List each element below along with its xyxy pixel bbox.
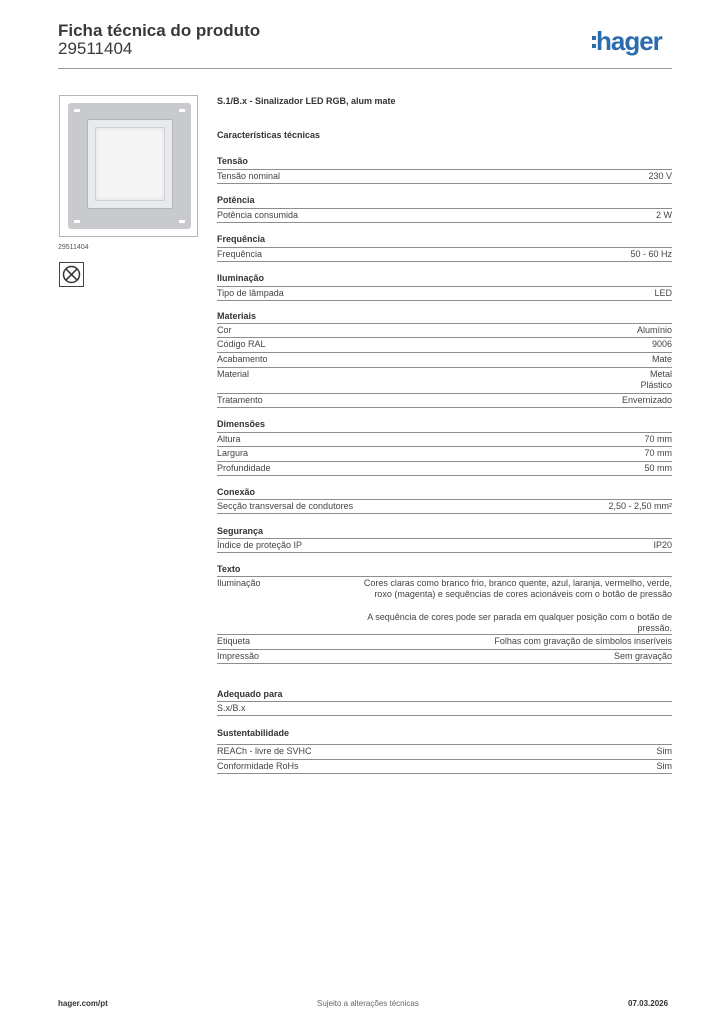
spec-label: Altura [217, 434, 241, 444]
spec-value: 2,50 - 2,50 mm² [608, 501, 672, 511]
spec-row [217, 701, 672, 715]
spec-label: Tratamento [217, 395, 263, 405]
spec-row [217, 337, 672, 352]
frame-screw-hole [74, 109, 80, 112]
spec-row [217, 208, 672, 222]
spec-row [217, 247, 672, 261]
frame-screw-hole [179, 109, 185, 112]
spec-value: 70 mm [644, 448, 672, 458]
spec-row [217, 446, 672, 461]
spec-label: Secção transversal de condutores [217, 501, 354, 511]
spec-row [217, 576, 672, 634]
footer-website-link[interactable]: hager.com/pt [58, 999, 108, 1008]
spec-value: 9006 [651, 339, 672, 349]
group-title: Dimensões [217, 419, 266, 429]
spec-row [217, 169, 672, 183]
group-title: Conexão [217, 487, 256, 497]
spec-row [217, 323, 672, 337]
spec-row [217, 499, 672, 513]
spec-value: Metal [649, 369, 672, 379]
led-diffuser [95, 127, 165, 201]
spec-row [217, 352, 672, 367]
section-title: Características técnicas [217, 130, 321, 140]
spec-value: Plástico [640, 380, 672, 390]
frame-screw-hole [179, 220, 185, 223]
row-divider [217, 773, 672, 774]
group-title: Sustentabilidade [217, 728, 290, 738]
group-title: Materiais [217, 311, 257, 321]
group-title: Texto [217, 564, 241, 574]
spec-row [217, 649, 672, 663]
spec-value: 2 W [655, 210, 672, 220]
frame-screw-hole [74, 220, 80, 223]
footer-date: 07.03.2026 [628, 999, 669, 1008]
spec-row [217, 538, 672, 552]
spec-label: Tipo de lâmpada [217, 288, 284, 298]
image-caption: 29511404 [58, 244, 89, 251]
spec-label: Índice de proteção IP [217, 540, 303, 550]
spec-value: Alumínio [636, 325, 672, 335]
row-divider [217, 663, 672, 664]
spec-value: Folhas com gravação de símbolos inseríveis [494, 636, 672, 646]
row-divider [217, 715, 672, 716]
spec-value: 230 V [648, 171, 672, 181]
spec-value: Sem gravação [613, 651, 672, 661]
spec-value: 50 - 60 Hz [630, 249, 672, 259]
spec-label: Potência consumida [217, 210, 299, 220]
spec-label: Frequência [217, 249, 263, 259]
spec-row [217, 432, 672, 446]
row-divider [217, 475, 672, 476]
spec-label: Conformidade RoHs [217, 761, 299, 771]
spec-value: IP20 [653, 540, 672, 550]
spec-row [217, 461, 672, 475]
group-title: Segurança [217, 526, 264, 536]
page-title: Ficha técnica do produto [58, 21, 261, 40]
spec-label: Largura [217, 448, 249, 458]
spec-label: REACh - livre de SVHC [217, 746, 312, 756]
spec-value: LED [654, 288, 672, 298]
switch-frame [68, 103, 191, 229]
spec-value: Envernizado [621, 395, 672, 405]
spec-label: Cor [217, 325, 232, 335]
group-title: Potência [217, 195, 255, 205]
header-divider [58, 68, 672, 69]
spec-label: Código RAL [217, 339, 266, 349]
row-divider [217, 300, 672, 301]
spec-row [217, 759, 672, 773]
row-divider [217, 183, 672, 184]
product-name: S.1/B.x - Sinalizador LED RGB, alum mate [217, 96, 396, 106]
hager-logo: hager [596, 26, 662, 56]
row-divider [217, 407, 672, 408]
spec-label: S.x/B.x [217, 703, 246, 713]
group-title: Iluminação [217, 273, 265, 283]
spec-row [217, 286, 672, 300]
row-divider [217, 261, 672, 262]
spec-value: 50 mm [644, 463, 672, 473]
product-code: 29511404 [58, 39, 133, 58]
spec-value: 70 mm [644, 434, 672, 444]
group-title: Adequado para [217, 689, 283, 699]
footer-notice: Sujeito a alterações técnicas [317, 999, 419, 1008]
spec-label: Iluminação [217, 578, 261, 588]
row-divider [217, 222, 672, 223]
group-title: Tensão [217, 156, 248, 166]
signal-lamp-icon [59, 262, 84, 287]
spec-row [217, 744, 672, 759]
spec-row [217, 634, 672, 649]
spec-value: Sim [656, 746, 672, 756]
group-title: Frequência [217, 234, 266, 244]
spec-label: Acabamento [217, 354, 268, 364]
spec-row [217, 393, 672, 407]
spec-label: Tensão nominal [217, 171, 281, 181]
spec-label: Impressão [217, 651, 260, 661]
spec-value: Sim [656, 761, 672, 771]
spec-label: Etiqueta [217, 636, 251, 646]
spec-row [217, 367, 672, 393]
product-image [59, 95, 198, 237]
spec-value: Mate [651, 354, 672, 364]
row-divider [217, 513, 672, 514]
spec-label: Material [217, 369, 250, 379]
spec-value: Cores claras como branco frio, branco quente, azul, laranja, vermelho, verde, roxo (magenta) e sequências de cores acionáveis com o botão de pressão [363, 578, 672, 599]
spec-label: Profundidade [217, 463, 271, 473]
row-divider [217, 552, 672, 553]
spec-value: A sequência de cores pode ser parada em qualquer posição com o botão de pressão. [367, 612, 672, 633]
cover-plate [87, 119, 173, 209]
